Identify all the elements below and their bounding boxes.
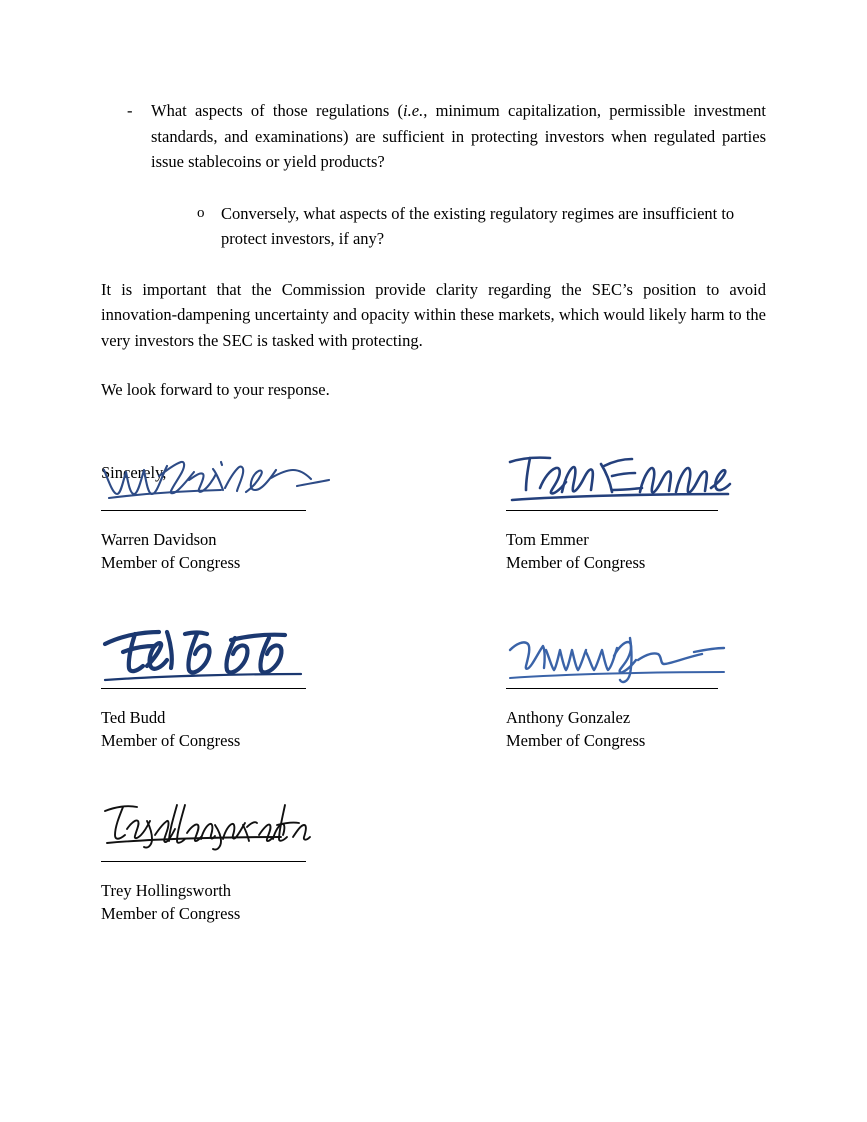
signature-row: [101, 626, 766, 752]
signature-image-ted-budd: [101, 626, 341, 688]
signature-cell: [101, 448, 506, 574]
signature-cell: [506, 626, 766, 752]
signature-image-warren-davidson: [101, 448, 341, 510]
signature-block-warren-davidson: [101, 448, 506, 574]
signatory-title: Member of Congress: [506, 731, 646, 750]
signature-rule: [101, 510, 306, 511]
signature-cell: [101, 799, 506, 925]
signature-row: [101, 799, 766, 925]
list-item: [101, 98, 766, 175]
signatory-title: Member of Congress: [101, 553, 241, 572]
document-body: [101, 98, 766, 485]
signature-block-tom-emmer: [506, 448, 766, 574]
signature-block-trey-hollingsworth: [101, 799, 506, 925]
signature-block-anthony-gonzalez: [506, 626, 766, 752]
signature-rule: [101, 861, 306, 862]
spacer: [101, 574, 766, 626]
list-item-text-before: What aspects of those regulations (: [151, 101, 404, 120]
list-marker-circle: o: [197, 204, 205, 221]
signatory-name: Ted Budd: [101, 708, 166, 727]
signature-rule: [506, 510, 718, 511]
signature-rule: [506, 688, 718, 689]
signatory-title: Member of Congress: [506, 553, 646, 572]
signature-row: [101, 448, 766, 574]
paragraph-clarity: It is important that the Commission provide clarity regarding the SEC’s position to avoid innovation-dampening uncertainty and opacity within these markets, which would likely harm to the very investors the SEC is tasked with protecting.: [101, 279, 766, 350]
signature-image-anthony-gonzalez: [506, 626, 746, 688]
signatory-name: Trey Hollingsworth: [101, 881, 232, 900]
list-marker-dash: -: [127, 101, 133, 120]
signature-rule: [101, 688, 306, 689]
list-item-text: [151, 101, 766, 171]
signature-block-ted-budd: [101, 626, 506, 752]
paragraph-response: We look forward to your response.: [101, 380, 330, 399]
list-item-text: Conversely, what aspects of the existing regulatory regimes are insufficient to protect investors, if any?: [221, 203, 735, 248]
signatory-title: Member of Congress: [101, 904, 241, 923]
signature-grid: [101, 448, 766, 925]
signature-image-tom-emmer: [506, 448, 746, 510]
spacer: [101, 752, 766, 799]
signatory-name: Tom Emmer: [506, 530, 589, 549]
list-item-text-after: , minimum capitalization, permissible investment standards, and examinations) are sufficient in protecting investors when regulated parties issue stablecoins or yield products?: [151, 101, 766, 171]
list-item-text-italic: i.e.: [403, 101, 424, 120]
closing-salutation: Sincerely,: [101, 462, 167, 482]
list-item: [101, 201, 766, 252]
signatory-name: Warren Davidson: [101, 530, 217, 549]
signatory-name: Anthony Gonzalez: [506, 708, 631, 727]
signatory-title: Member of Congress: [101, 731, 241, 750]
signature-cell: [101, 626, 506, 752]
signature-cell-empty: [506, 799, 766, 925]
signature-image-trey-hollingsworth: [101, 799, 341, 861]
signature-cell: [506, 448, 766, 574]
